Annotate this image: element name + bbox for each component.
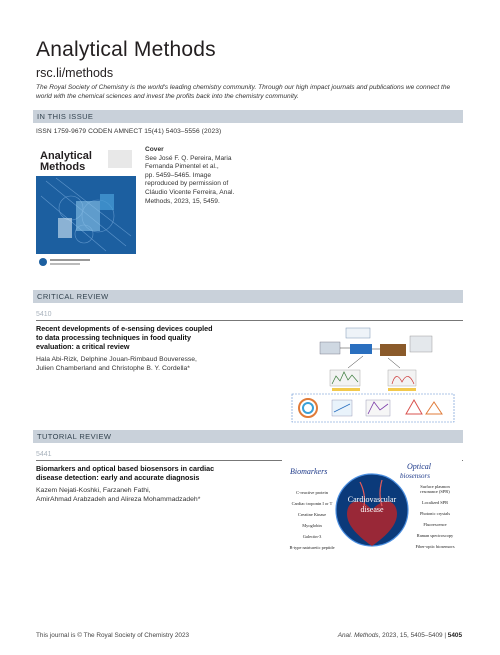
article-authors-tutorial-review <box>36 486 276 504</box>
cover-caption-line: Cláudio Vicente Ferreira, Anal. <box>145 188 235 196</box>
journal-url[interactable]: rsc.li/methods <box>36 66 114 80</box>
cover-caption-line: pp. 5459–5465. Image <box>145 171 211 179</box>
title-line: Biomarkers and optical based biosensors in cardiac <box>36 464 215 473</box>
title-line: to data processing techniques in food quality <box>36 333 191 343</box>
footer-citation <box>330 632 462 639</box>
biomarker-item: Cardiac troponin I or T <box>291 501 333 506</box>
cover-caption-line: reproduced by permission of <box>145 180 229 188</box>
biosensor-item: resonance (SPR) <box>420 489 450 494</box>
journal-title: Analytical Methods <box>36 38 216 61</box>
footer-copyright: This journal is © The Royal Society of Chemistry 2023 <box>36 632 190 639</box>
article-title-tutorial-review[interactable] <box>36 464 276 482</box>
author-line: Kazem Nejati-Koshki, Farzaneh Fathi, <box>36 487 151 494</box>
article-page-number: 5410 <box>36 311 52 318</box>
center-label-2: disease <box>360 505 384 514</box>
optical-title: Optical <box>407 462 431 471</box>
section-bar-critical-review: CRITICAL REVIEW <box>33 290 463 303</box>
cover-image-title-2: Methods <box>40 161 86 173</box>
title-line: evaluation: a critical review <box>36 342 130 352</box>
section-bar-in-this-issue: IN THIS ISSUE <box>33 110 463 123</box>
cover-caption-line: Methods, 2023, 15, 5459. <box>145 197 220 205</box>
biosensor-item: Fluorescence <box>423 522 447 527</box>
footer-citation-rest: , 2023, 15, 5405–5409 | <box>378 632 448 639</box>
journal-intro: The Royal Society of Chemistry is the world's leading chemistry community. Through our high impact journals and publications we connect the world with the chemical sciences and invest the profits back into the chemistry community. <box>36 84 451 100</box>
biomarker-item: Creatine Kinase <box>297 512 327 517</box>
cover-caption-line: See José F. Q. Pereira, Maria <box>145 154 232 162</box>
cover-image[interactable] <box>36 146 136 269</box>
article-authors-critical-review <box>36 355 276 373</box>
biosensor-item: Localized SPR <box>421 500 449 505</box>
biomarker-item: B-type natriuretic peptide <box>289 545 335 550</box>
section-bar-tutorial-review: TUTORIAL REVIEW <box>33 430 463 443</box>
biomarker-item: Myoglobin <box>302 523 322 528</box>
title-line: disease detection: early and accurate diagnosis <box>36 473 200 483</box>
graphical-abstract-esensing[interactable] <box>288 326 458 424</box>
article-page-number: 5441 <box>36 451 52 458</box>
center-label-1: Cardiovascular <box>347 495 397 504</box>
cover-image-title-1: Analytical <box>40 150 92 162</box>
cover-label: Cover <box>145 146 164 153</box>
biosensor-item: Surface plasmon <box>420 484 450 489</box>
graphical-abstract-biosensors[interactable] <box>282 460 462 560</box>
title-line: Recent developments of e-sensing devices coupled <box>36 324 213 333</box>
issn-line: ISSN 1759-9679 CODEN AMNECT 15(41) 5403–5556 (2023) <box>36 128 222 135</box>
footer-journal: Anal. Methods <box>337 632 379 639</box>
article-title-critical-review[interactable] <box>36 324 276 352</box>
biomarker-item: C-reactive protein <box>296 490 328 495</box>
author-line: AmirAhmad Arabzadeh and Alireza Mohammadzadeh* <box>36 496 201 504</box>
biosensor-item: Fiber-optic biosensors <box>415 544 455 549</box>
cover-caption-line: Fernanda Pimentel et al., <box>145 163 219 171</box>
biosensors-title: biosensors <box>400 472 430 480</box>
cover-caption <box>145 146 245 206</box>
biosensor-item: Photonic crystals <box>419 511 451 516</box>
biomarker-item: Galectin-3 <box>302 534 322 539</box>
author-line: Hala Abi-Rizk, Delphine Jouan-Rimbaud Bouveresse, <box>36 356 197 363</box>
biosensor-item: Raman spectroscopy <box>416 533 454 538</box>
section-divider <box>36 320 463 321</box>
footer-page-number: 5405 <box>447 632 462 639</box>
author-line: Julien Chamberland and Christophe B. Y. Cordella* <box>36 365 190 373</box>
biomarkers-title: Biomarkers <box>290 467 328 476</box>
